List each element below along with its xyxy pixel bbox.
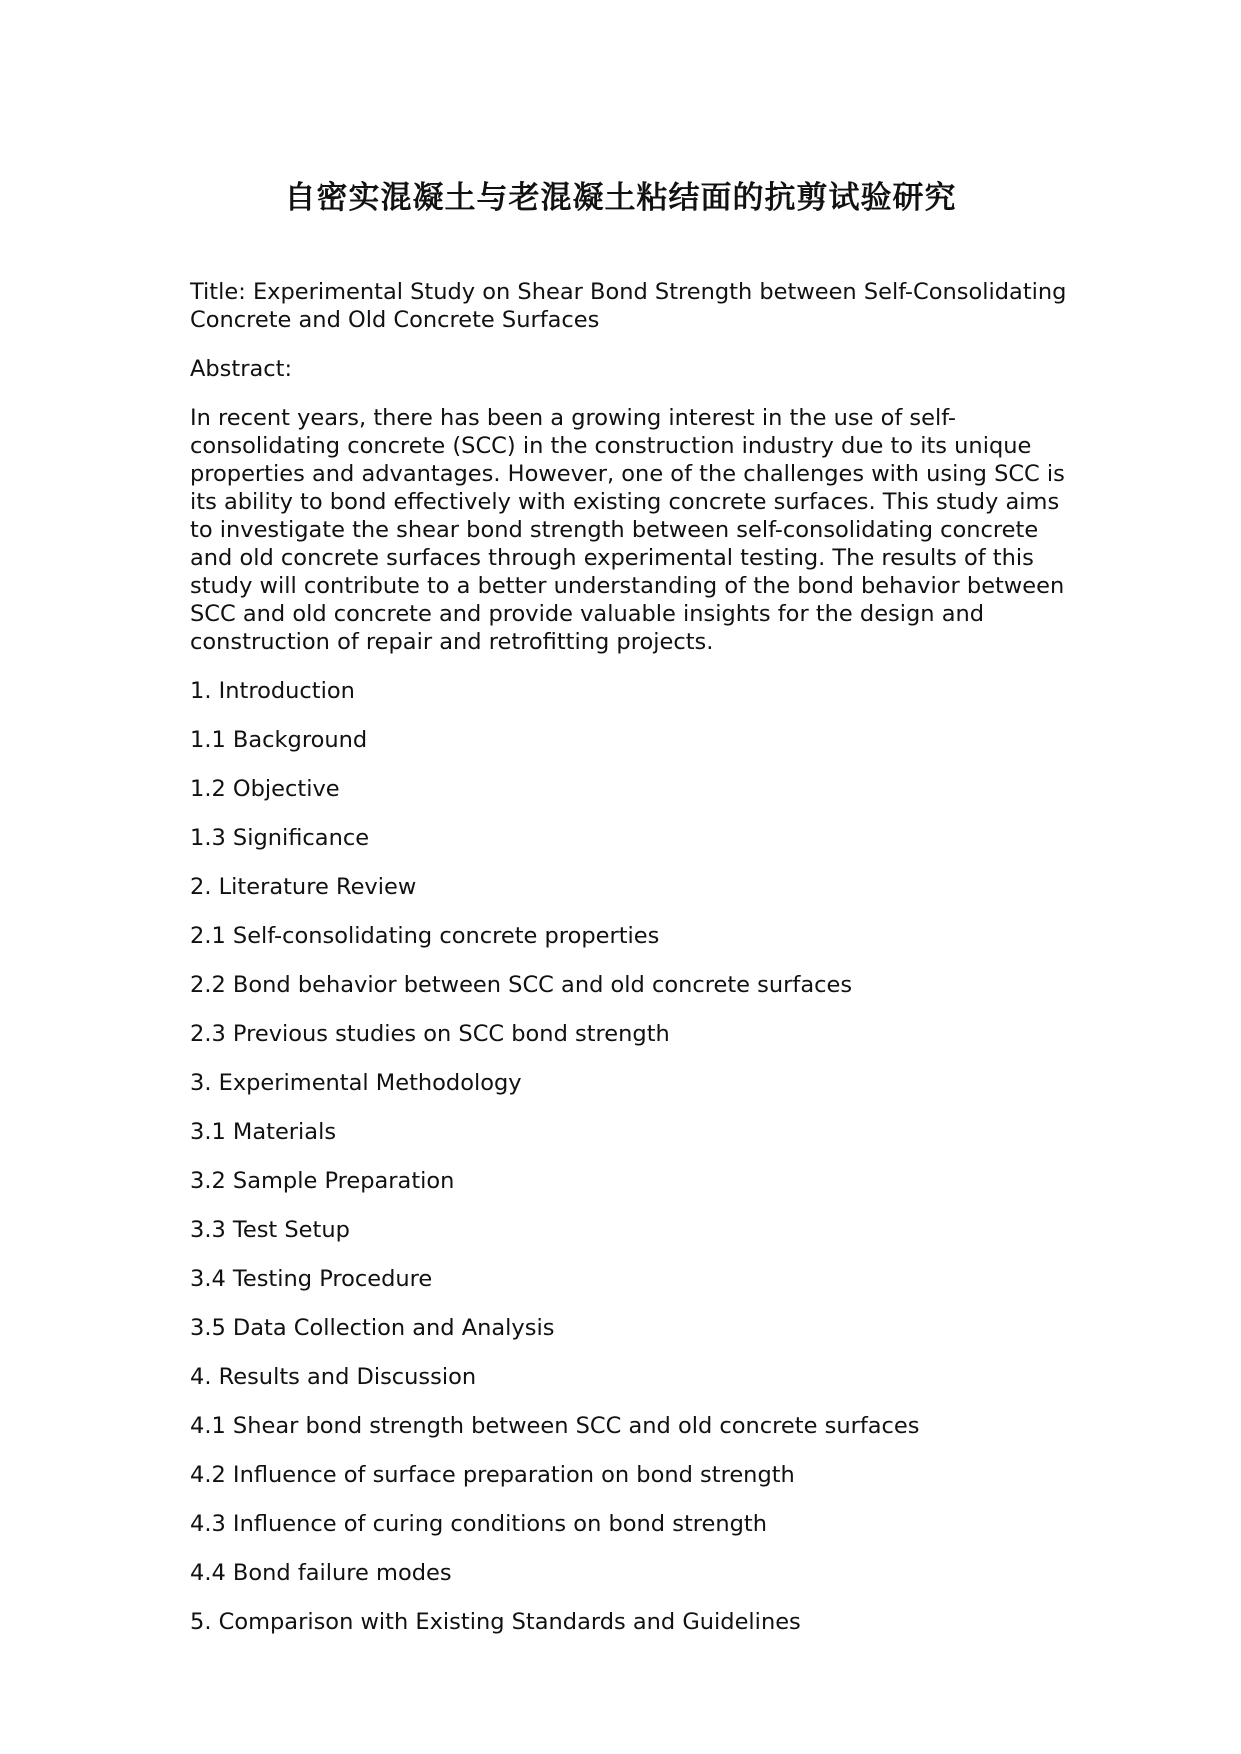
outline-item: 4.3 Influence of curing conditions on bond strength <box>190 1511 767 1537</box>
outline-item: 2. Literature Review <box>190 874 417 900</box>
outline-item: 4.2 Influence of surface preparation on bond strength <box>190 1462 795 1488</box>
outline-item: 2.2 Bond behavior between SCC and old concrete surfaces <box>190 972 853 998</box>
outline-item: 5. Comparison with Existing Standards and Guidelines <box>190 1609 801 1635</box>
outline-item: 2.1 Self-consolidating concrete properties <box>190 923 660 949</box>
outline-item: 3.5 Data Collection and Analysis <box>190 1315 555 1341</box>
outline-item: 1.1 Background <box>190 727 368 753</box>
outline-list <box>190 677 1070 1636</box>
outline-item: 2.3 Previous studies on SCC bond strength <box>190 1021 670 1047</box>
outline-item: 3.4 Testing Procedure <box>190 1266 433 1292</box>
document-body <box>190 278 1070 1657</box>
outline-item: 3.2 Sample Preparation <box>190 1168 455 1194</box>
outline-item: 1.2 Objective <box>190 776 340 802</box>
chinese-title: 自密实混凝土与老混凝土粘结面的抗剪试验研究 <box>284 180 957 216</box>
outline-item: 3.3 Test Setup <box>190 1217 350 1243</box>
outline-item: 3.1 Materials <box>190 1119 337 1145</box>
title-paragraph: Title: Experimental Study on Shear Bond Strength between Self-Consolidating Concrete and Old Concrete Surfaces <box>190 279 1067 333</box>
outline-item: 3. Experimental Methodology <box>190 1070 522 1096</box>
outline-item: 1.3 Significance <box>190 825 370 851</box>
abstract-paragraph: In recent years, there has been a growing interest in the use of self-consolidating concrete (SCC) in the construction industry due to its unique properties and advantages. However, one of the challenges with using SCC is its ability to bond effectively with existing concrete surfaces. This study aims to investigate the shear bond strength between self-consolidating concrete and old concrete surfaces through experimental testing. The results of this study will contribute to a better understanding of the bond behavior between SCC and old concrete and provide valuable insights for the design and construction of repair and retrofitting projects. <box>190 405 1065 655</box>
outline-item: 4. Results and Discussion <box>190 1364 477 1390</box>
abstract-label: Abstract: <box>190 356 293 382</box>
outline-item: 1. Introduction <box>190 678 355 704</box>
outline-item: 4.4 Bond failure modes <box>190 1560 452 1586</box>
outline-item: 4.1 Shear bond strength between SCC and old concrete surfaces <box>190 1413 920 1439</box>
